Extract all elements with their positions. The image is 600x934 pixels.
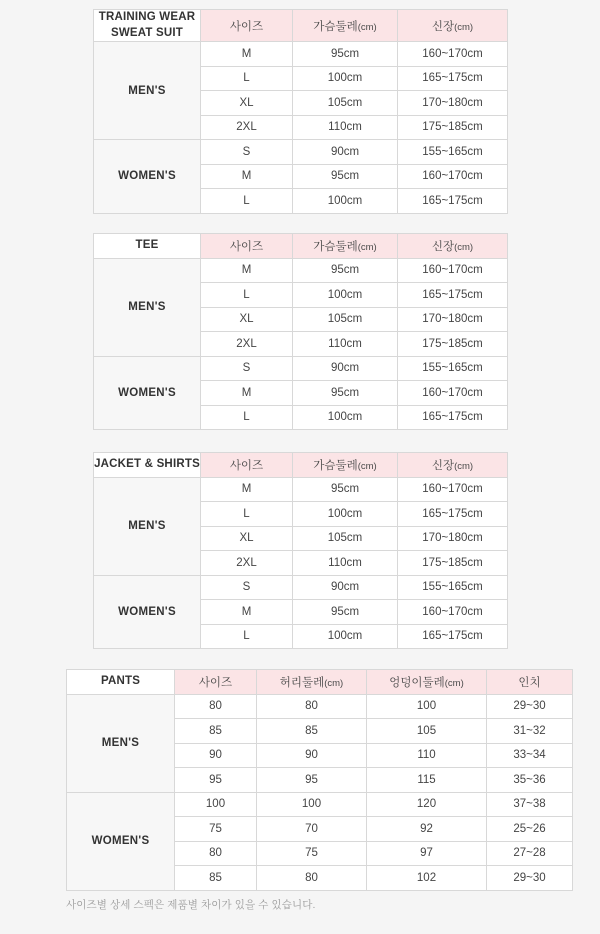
cell-chest: 95cm [293,477,398,502]
cell-height: 170~180cm [398,526,508,551]
column-header-size: 사이즈 [201,234,293,259]
footnote-text: 사이즈별 상세 스펙은 제품별 차이가 있을 수 있습니다. [66,899,316,911]
column-header-size: 사이즈 [175,670,257,695]
cell-chest: 110cm [293,115,398,140]
column-header-chest: 가슴둘레(cm) [293,234,398,259]
group-label-mens: MEN'S [94,258,201,356]
cell-inch: 29~30 [487,694,573,719]
column-header-height: 신장(cm) [398,453,508,478]
cell-size: 90 [175,743,257,768]
table-row [94,258,508,283]
cell-size: L [201,66,293,91]
group-label-mens: MEN'S [94,477,201,575]
table-block-training-wear [93,9,508,214]
cell-size: M [201,258,293,283]
cell-inch: 31~32 [487,719,573,744]
cell-chest: 95cm [293,600,398,625]
cell-chest: 105cm [293,91,398,116]
table-title-line-1: TRAINING WEAR [98,11,196,23]
cell-chest: 105cm [293,526,398,551]
cell-chest: 95cm [293,258,398,283]
cell-size: 95 [175,768,257,793]
cell-waist: 100 [257,792,367,817]
cell-hip: 110 [367,743,487,768]
column-header-hip: 엉덩이둘레(cm) [367,670,487,695]
cell-height: 175~185cm [398,115,508,140]
column-header-size: 사이즈 [201,10,293,42]
column-header-height: 신장(cm) [398,10,508,42]
cell-chest: 110cm [293,332,398,357]
table-row [67,792,573,817]
cell-chest: 90cm [293,140,398,165]
cell-waist: 70 [257,817,367,842]
cell-height: 165~175cm [398,405,508,430]
size-table-jacket-shirts [93,452,508,649]
cell-height: 170~180cm [398,91,508,116]
table-title: PANTS [67,670,175,695]
table-header-row [94,234,508,259]
group-label-womens: WOMEN'S [94,575,201,649]
table-header-row [94,10,508,42]
group-label-womens: WOMEN'S [94,356,201,430]
size-table-tee [93,233,508,430]
cell-height: 175~185cm [398,551,508,576]
cell-inch: 37~38 [487,792,573,817]
table-row [94,42,508,67]
cell-height: 160~170cm [398,258,508,283]
cell-inch: 35~36 [487,768,573,793]
table-row [67,694,573,719]
cell-waist: 75 [257,841,367,866]
cell-size: L [201,405,293,430]
cell-hip: 115 [367,768,487,793]
cell-size: 2XL [201,551,293,576]
cell-height: 165~175cm [398,66,508,91]
cell-waist: 80 [257,866,367,891]
cell-chest: 100cm [293,624,398,649]
cell-size: 2XL [201,332,293,357]
cell-chest: 90cm [293,575,398,600]
cell-height: 155~165cm [398,140,508,165]
cell-height: 165~175cm [398,283,508,308]
column-header-waist: 허리둘레(cm) [257,670,367,695]
cell-size: M [201,477,293,502]
size-table-pants [66,669,573,891]
table-header-row [94,453,508,478]
cell-size: XL [201,307,293,332]
cell-size: 80 [175,841,257,866]
cell-height: 160~170cm [398,600,508,625]
cell-chest: 100cm [293,502,398,527]
table-row [94,575,508,600]
table-header-row [67,670,573,695]
cell-size: S [201,140,293,165]
cell-chest: 110cm [293,551,398,576]
table-row [94,140,508,165]
cell-waist: 95 [257,768,367,793]
cell-chest: 100cm [293,405,398,430]
cell-height: 160~170cm [398,381,508,406]
table-row [94,356,508,381]
table-title: TEE [94,234,201,259]
table-block-jacket-shirts [93,452,508,649]
cell-chest: 105cm [293,307,398,332]
group-label-womens: WOMEN'S [94,140,201,214]
cell-size: 85 [175,719,257,744]
cell-chest: 95cm [293,164,398,189]
cell-height: 165~175cm [398,624,508,649]
cell-height: 160~170cm [398,477,508,502]
cell-inch: 25~26 [487,817,573,842]
table-block-tee [93,233,508,430]
cell-size: M [201,600,293,625]
cell-size: S [201,356,293,381]
column-header-chest: 가슴둘레(cm) [293,10,398,42]
cell-size: L [201,283,293,308]
cell-size: 75 [175,817,257,842]
group-label-mens: MEN'S [67,694,175,792]
cell-size: M [201,42,293,67]
cell-height: 160~170cm [398,164,508,189]
column-header-size: 사이즈 [201,453,293,478]
cell-height: 155~165cm [398,356,508,381]
cell-waist: 90 [257,743,367,768]
cell-size: 100 [175,792,257,817]
cell-chest: 100cm [293,189,398,214]
cell-hip: 100 [367,694,487,719]
cell-inch: 29~30 [487,866,573,891]
cell-chest: 95cm [293,381,398,406]
column-header-chest: 가슴둘레(cm) [293,453,398,478]
table-block-pants [66,669,573,891]
cell-chest: 95cm [293,42,398,67]
cell-waist: 85 [257,719,367,744]
cell-size: M [201,164,293,189]
cell-height: 155~165cm [398,575,508,600]
cell-size: L [201,502,293,527]
column-header-inch: 인치 [487,670,573,695]
cell-hip: 102 [367,866,487,891]
table-title [94,10,201,42]
cell-chest: 90cm [293,356,398,381]
group-label-womens: WOMEN'S [67,792,175,890]
cell-chest: 100cm [293,66,398,91]
cell-inch: 33~34 [487,743,573,768]
cell-waist: 80 [257,694,367,719]
cell-hip: 97 [367,841,487,866]
cell-hip: 92 [367,817,487,842]
cell-height: 165~175cm [398,189,508,214]
cell-size: XL [201,91,293,116]
cell-size: XL [201,526,293,551]
group-label-mens: MEN'S [94,42,201,140]
cell-hip: 105 [367,719,487,744]
cell-chest: 100cm [293,283,398,308]
cell-size: L [201,624,293,649]
table-title: JACKET & SHIRTS [94,453,201,478]
cell-size: L [201,189,293,214]
cell-size: 2XL [201,115,293,140]
table-row [94,477,508,502]
cell-size: M [201,381,293,406]
cell-height: 170~180cm [398,307,508,332]
size-table-training-wear [93,9,508,214]
cell-size: 80 [175,694,257,719]
cell-size: 85 [175,866,257,891]
cell-height: 175~185cm [398,332,508,357]
cell-size: S [201,575,293,600]
table-title-line-2: SWEAT SUIT [110,26,184,39]
cell-inch: 27~28 [487,841,573,866]
cell-hip: 120 [367,792,487,817]
column-header-height: 신장(cm) [398,234,508,259]
cell-height: 165~175cm [398,502,508,527]
cell-height: 160~170cm [398,42,508,67]
